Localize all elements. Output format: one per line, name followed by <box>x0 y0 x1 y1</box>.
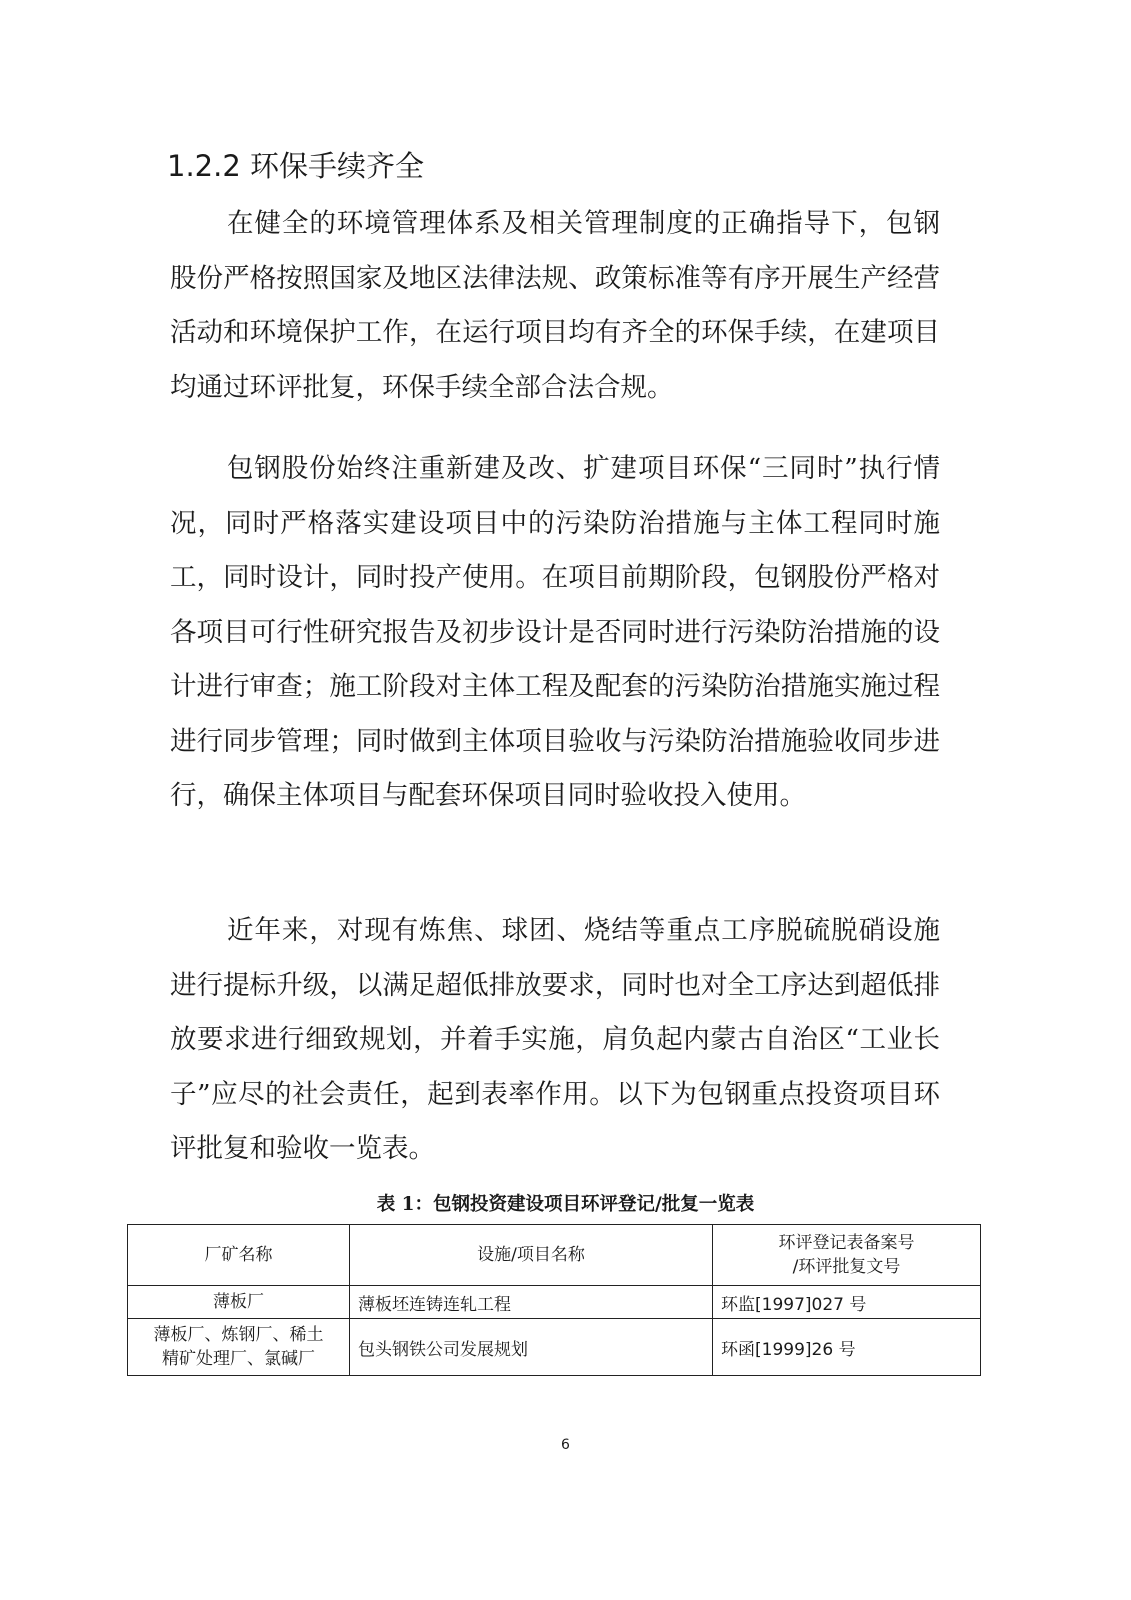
table-row <box>128 1319 981 1376</box>
paragraph-2-text: 包钢股份始终注重新建及改、扩建项目环保“三同时”执行情况，同时严格落实建设项目中的污染防治措施与主体工程同时施工，同时设计，同时投产使用。在项目前期阶段，包钢股份严格对各项目可行性研究报告及初步设计是否同时进行污染防治措施的设计进行审查；施工阶段对主体工程及配套的污染防治措施实施过程进行同步管理；同时做到主体项目验收与污染防治措施验收同步进行，确保主体项目与配套环保项目同时验收投入使用。 <box>170 453 940 811</box>
cell-doc-number: 环监[1997]027 号 <box>713 1286 981 1319</box>
paragraph-1 <box>170 197 940 415</box>
header-doc-number-line2: /环评批复文号 <box>792 1257 901 1277</box>
header-doc-number <box>713 1225 981 1286</box>
paragraph-3-text: 近年来，对现有炼焦、球团、烧结等重点工序脱硫脱硝设施进行提标升级，以满足超低排放要求，同时也对全工序达到超低排放要求进行细致规划，并着手实施，肩负起内蒙古自治区“工业长子”应尽的社会责任，起到表率作用。以下为包钢重点投资项目环评批复和验收一览表。 <box>170 915 940 1164</box>
cell-plant: 薄板厂 <box>128 1286 350 1319</box>
approval-table <box>127 1224 981 1376</box>
table-caption: 表 1：包钢投资建设项目环评登记/批复一览表 <box>376 1194 755 1215</box>
section-heading: 1.2.2 环保手续齐全 <box>167 149 425 183</box>
cell-plant <box>128 1319 350 1376</box>
cell-project: 薄板坯连铸连轧工程 <box>350 1286 713 1319</box>
header-project-name: 设施/项目名称 <box>350 1225 713 1286</box>
table-row <box>128 1286 981 1319</box>
table-header-row <box>128 1225 981 1286</box>
header-doc-number-line1: 环评登记表备案号 <box>778 1233 915 1253</box>
cell-project: 包头钢铁公司发展规划 <box>350 1319 713 1376</box>
paragraph-3 <box>170 904 940 1177</box>
cell-plant-line1: 薄板厂、炼钢厂、稀土 <box>153 1325 324 1345</box>
paragraph-2 <box>170 442 940 824</box>
cell-doc-number: 环函[1999]26 号 <box>713 1319 981 1376</box>
page-number: 6 <box>561 1437 570 1453</box>
paragraph-1-text: 在健全的环境管理体系及相关管理制度的正确指导下，包钢股份严格按照国家及地区法律法规、政策标准等有序开展生产经营活动和环境保护工作，在运行项目均有齐全的环保手续，在建项目均通过环评批复，环保手续全部合法合规。 <box>170 208 940 403</box>
cell-plant-line2: 精矿处理厂、氯碱厂 <box>162 1349 315 1369</box>
header-plant-name: 厂矿名称 <box>128 1225 350 1286</box>
